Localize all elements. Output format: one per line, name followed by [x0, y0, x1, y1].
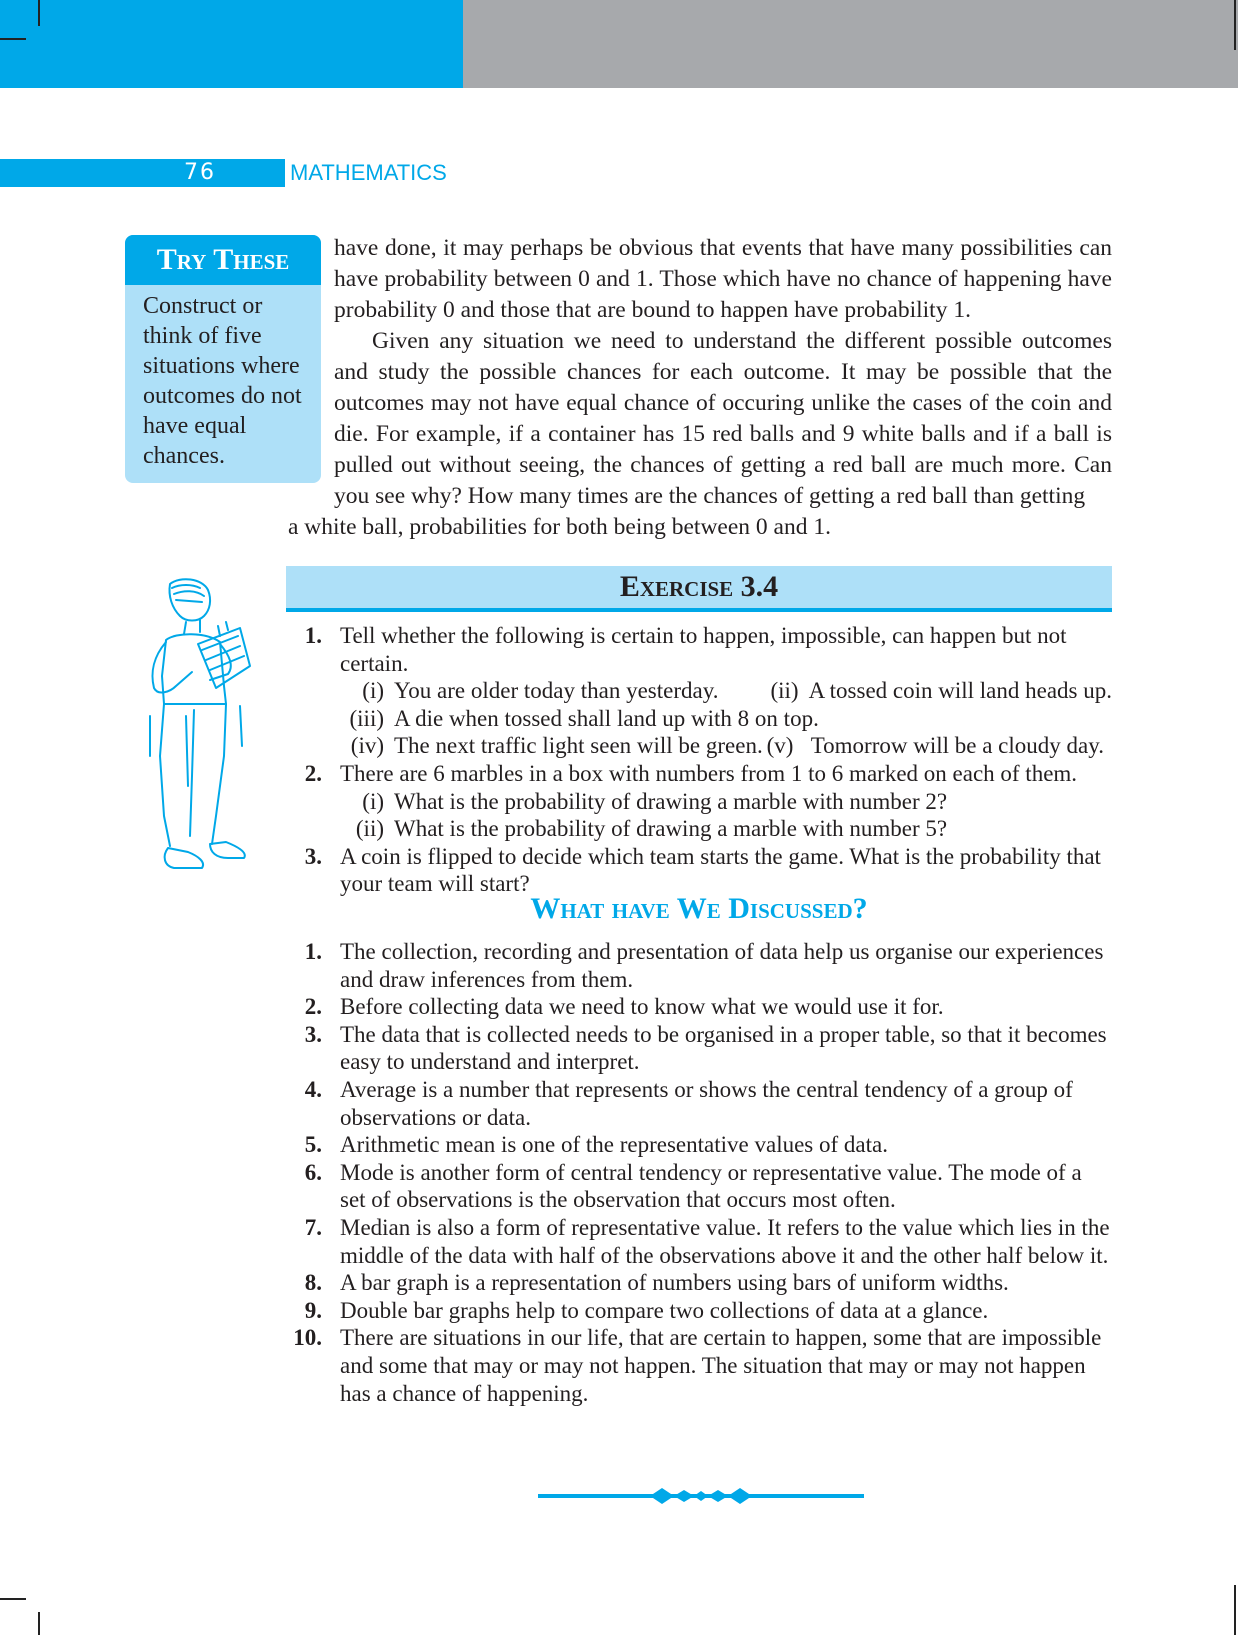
crop-mark: [38, 1612, 40, 1635]
option-ii: [340, 815, 1112, 843]
list-item: [288, 1297, 1112, 1325]
option-label: (iv): [350, 733, 384, 759]
option-v: [767, 732, 1112, 760]
item-number: 9.: [304, 1297, 322, 1323]
try-these-line: outcomes do not: [143, 383, 302, 409]
discussed-title: What have We Discussed?: [530, 892, 868, 925]
question-1: [288, 622, 1112, 760]
item-text: There are situations in our life, that are certain to happen, some that are impossible and some that may or may not happen. The situation that may or may not happen has a chance of happening.: [340, 1325, 1102, 1406]
option-label: (iii): [349, 705, 384, 731]
option-i: [340, 677, 718, 705]
item-text: Mode is another form of central tendency or representative value. The mode of a set of observations is the observation that occurs most often.: [340, 1159, 1082, 1213]
crop-mark: [0, 1598, 26, 1600]
intro-paragraph: Given any situation we need to understand the different possible outcomes and study the possible chances for each outcome. It may be possible that the outcomes may not have equal chance of occuring unlike the cases of the coin and die. For example, if a container has 15 red balls and 9 white balls and if a ball is pulled out without seeing, the chances of getting a red ball are much more. Can you see why? How many times are the chances of getting a red ball than getting: [334, 328, 1112, 509]
option-label: (ii): [770, 678, 799, 704]
item-number: 3.: [304, 1021, 322, 1047]
running-head: MATHEMATICS: [290, 160, 447, 185]
crop-mark: [1234, 0, 1236, 50]
item-number: 7.: [304, 1214, 322, 1240]
item-text: Average is a number that represents or shows the central tendency of a group of observations or data.: [340, 1076, 1073, 1130]
item-number: 4.: [304, 1076, 322, 1102]
try-these-box: [125, 235, 321, 483]
item-text: Arithmetic mean is one of the representative values of data.: [340, 1132, 888, 1158]
item-text: The collection, recording and presentation of data help us organise our experiences and draw inferences from them.: [340, 939, 1104, 992]
option-label: (v): [766, 733, 794, 759]
list-item: [288, 1021, 1112, 1076]
option-label: (i): [362, 788, 384, 814]
item-text: Double bar graphs help to compare two collections of data at a glance.: [340, 1297, 989, 1323]
try-these-line: Construct or: [143, 293, 263, 319]
option-row: [340, 732, 1112, 760]
list-item: [288, 1159, 1112, 1214]
option-text: You are older today than yesterday.: [394, 678, 719, 704]
try-these-title: Try These: [125, 235, 321, 285]
option-text: Tomorrow will be a cloudy day.: [810, 733, 1104, 759]
list-item: [288, 1324, 1112, 1407]
question-text: Tell whether the following is certain to happen, impossible, can happen but not certain.: [340, 623, 1067, 676]
page-number: 76: [184, 160, 216, 185]
crop-mark: [38, 0, 40, 26]
option-i: [340, 788, 1112, 816]
question-number: 2.: [304, 760, 322, 786]
header-band-blue: [0, 0, 463, 88]
option-label: (ii): [355, 816, 384, 842]
question-text: A coin is flipped to decide which team starts the game. What is the probability that your team will start?: [340, 843, 1101, 897]
header-band-grey: [463, 0, 1238, 88]
intro-text: [334, 233, 1112, 512]
item-text: A bar graph is a representation of numbers using bars of uniform widths.: [340, 1270, 1009, 1296]
option-text: What is the probability of drawing a marble with number 2?: [394, 788, 948, 814]
option-text: The next traffic light seen will be green.: [394, 733, 763, 759]
exercise-header: [286, 566, 1112, 612]
try-these-line: chances.: [143, 443, 225, 469]
crop-mark: [1234, 1585, 1236, 1635]
ornament-divider: [538, 1484, 864, 1508]
item-number: 8.: [304, 1270, 322, 1296]
item-number: 2.: [304, 994, 322, 1020]
option-text: A die when tossed shall land up with 8 on top.: [394, 705, 819, 731]
question-2: [288, 760, 1112, 843]
list-item: [288, 993, 1112, 1021]
crop-mark: [0, 38, 26, 40]
item-number: 6.: [304, 1159, 322, 1185]
option-iii: [340, 705, 1112, 733]
question-number: 1.: [304, 623, 322, 648]
intro-paragraph-last-line: a white ball, probabilities for both being between 0 and 1.: [288, 514, 831, 540]
try-these-body: [125, 285, 321, 471]
list-item: [288, 938, 1112, 993]
option-iv: [340, 732, 763, 760]
list-item: [288, 1214, 1112, 1269]
page-number-bar: [0, 159, 285, 187]
try-these-line: situations where: [143, 353, 300, 379]
try-these-line: have equal: [143, 413, 247, 439]
try-these-line: think of five: [143, 323, 262, 349]
item-number: 5.: [304, 1132, 322, 1158]
exercise-title: Exercise 3.4: [619, 570, 779, 603]
question-text: There are 6 marbles in a box with numbers from 1 to 6 marked on each of them.: [340, 760, 1078, 786]
item-text: The data that is collected needs to be organised in a proper table, so that it becomes easy to understand and interpret.: [340, 1021, 1107, 1075]
option-row: [340, 677, 1112, 705]
exercise-list: [288, 622, 1112, 898]
item-text: Median is also a form of representative value. It refers to the value which lies in the middle of the data with half of the observations above it and the other half below it.: [340, 1214, 1110, 1268]
list-item: [288, 1131, 1112, 1159]
boy-reading-illustration: [140, 576, 255, 881]
item-text: Before collecting data we need to know what we would use it for.: [340, 994, 944, 1020]
option-ii: [755, 677, 1112, 705]
question-number: 3.: [304, 843, 322, 869]
discussed-list: [288, 938, 1112, 1407]
list-item: [288, 1076, 1112, 1131]
option-text: What is the probability of drawing a marble with number 5?: [394, 816, 948, 842]
list-item: [288, 1269, 1112, 1297]
item-number: 10.: [293, 1325, 322, 1351]
option-text: A tossed coin will land heads up.: [808, 678, 1112, 704]
intro-paragraph: have done, it may perhaps be obvious that events that have many possibilities can have probability between 0 and 1. Those which have no chance of happening have probability 0 and those that are bound to happen have probability 1.: [334, 235, 1112, 323]
option-label: (i): [362, 678, 384, 704]
item-number: 1.: [304, 939, 322, 964]
question-3: [288, 843, 1112, 898]
